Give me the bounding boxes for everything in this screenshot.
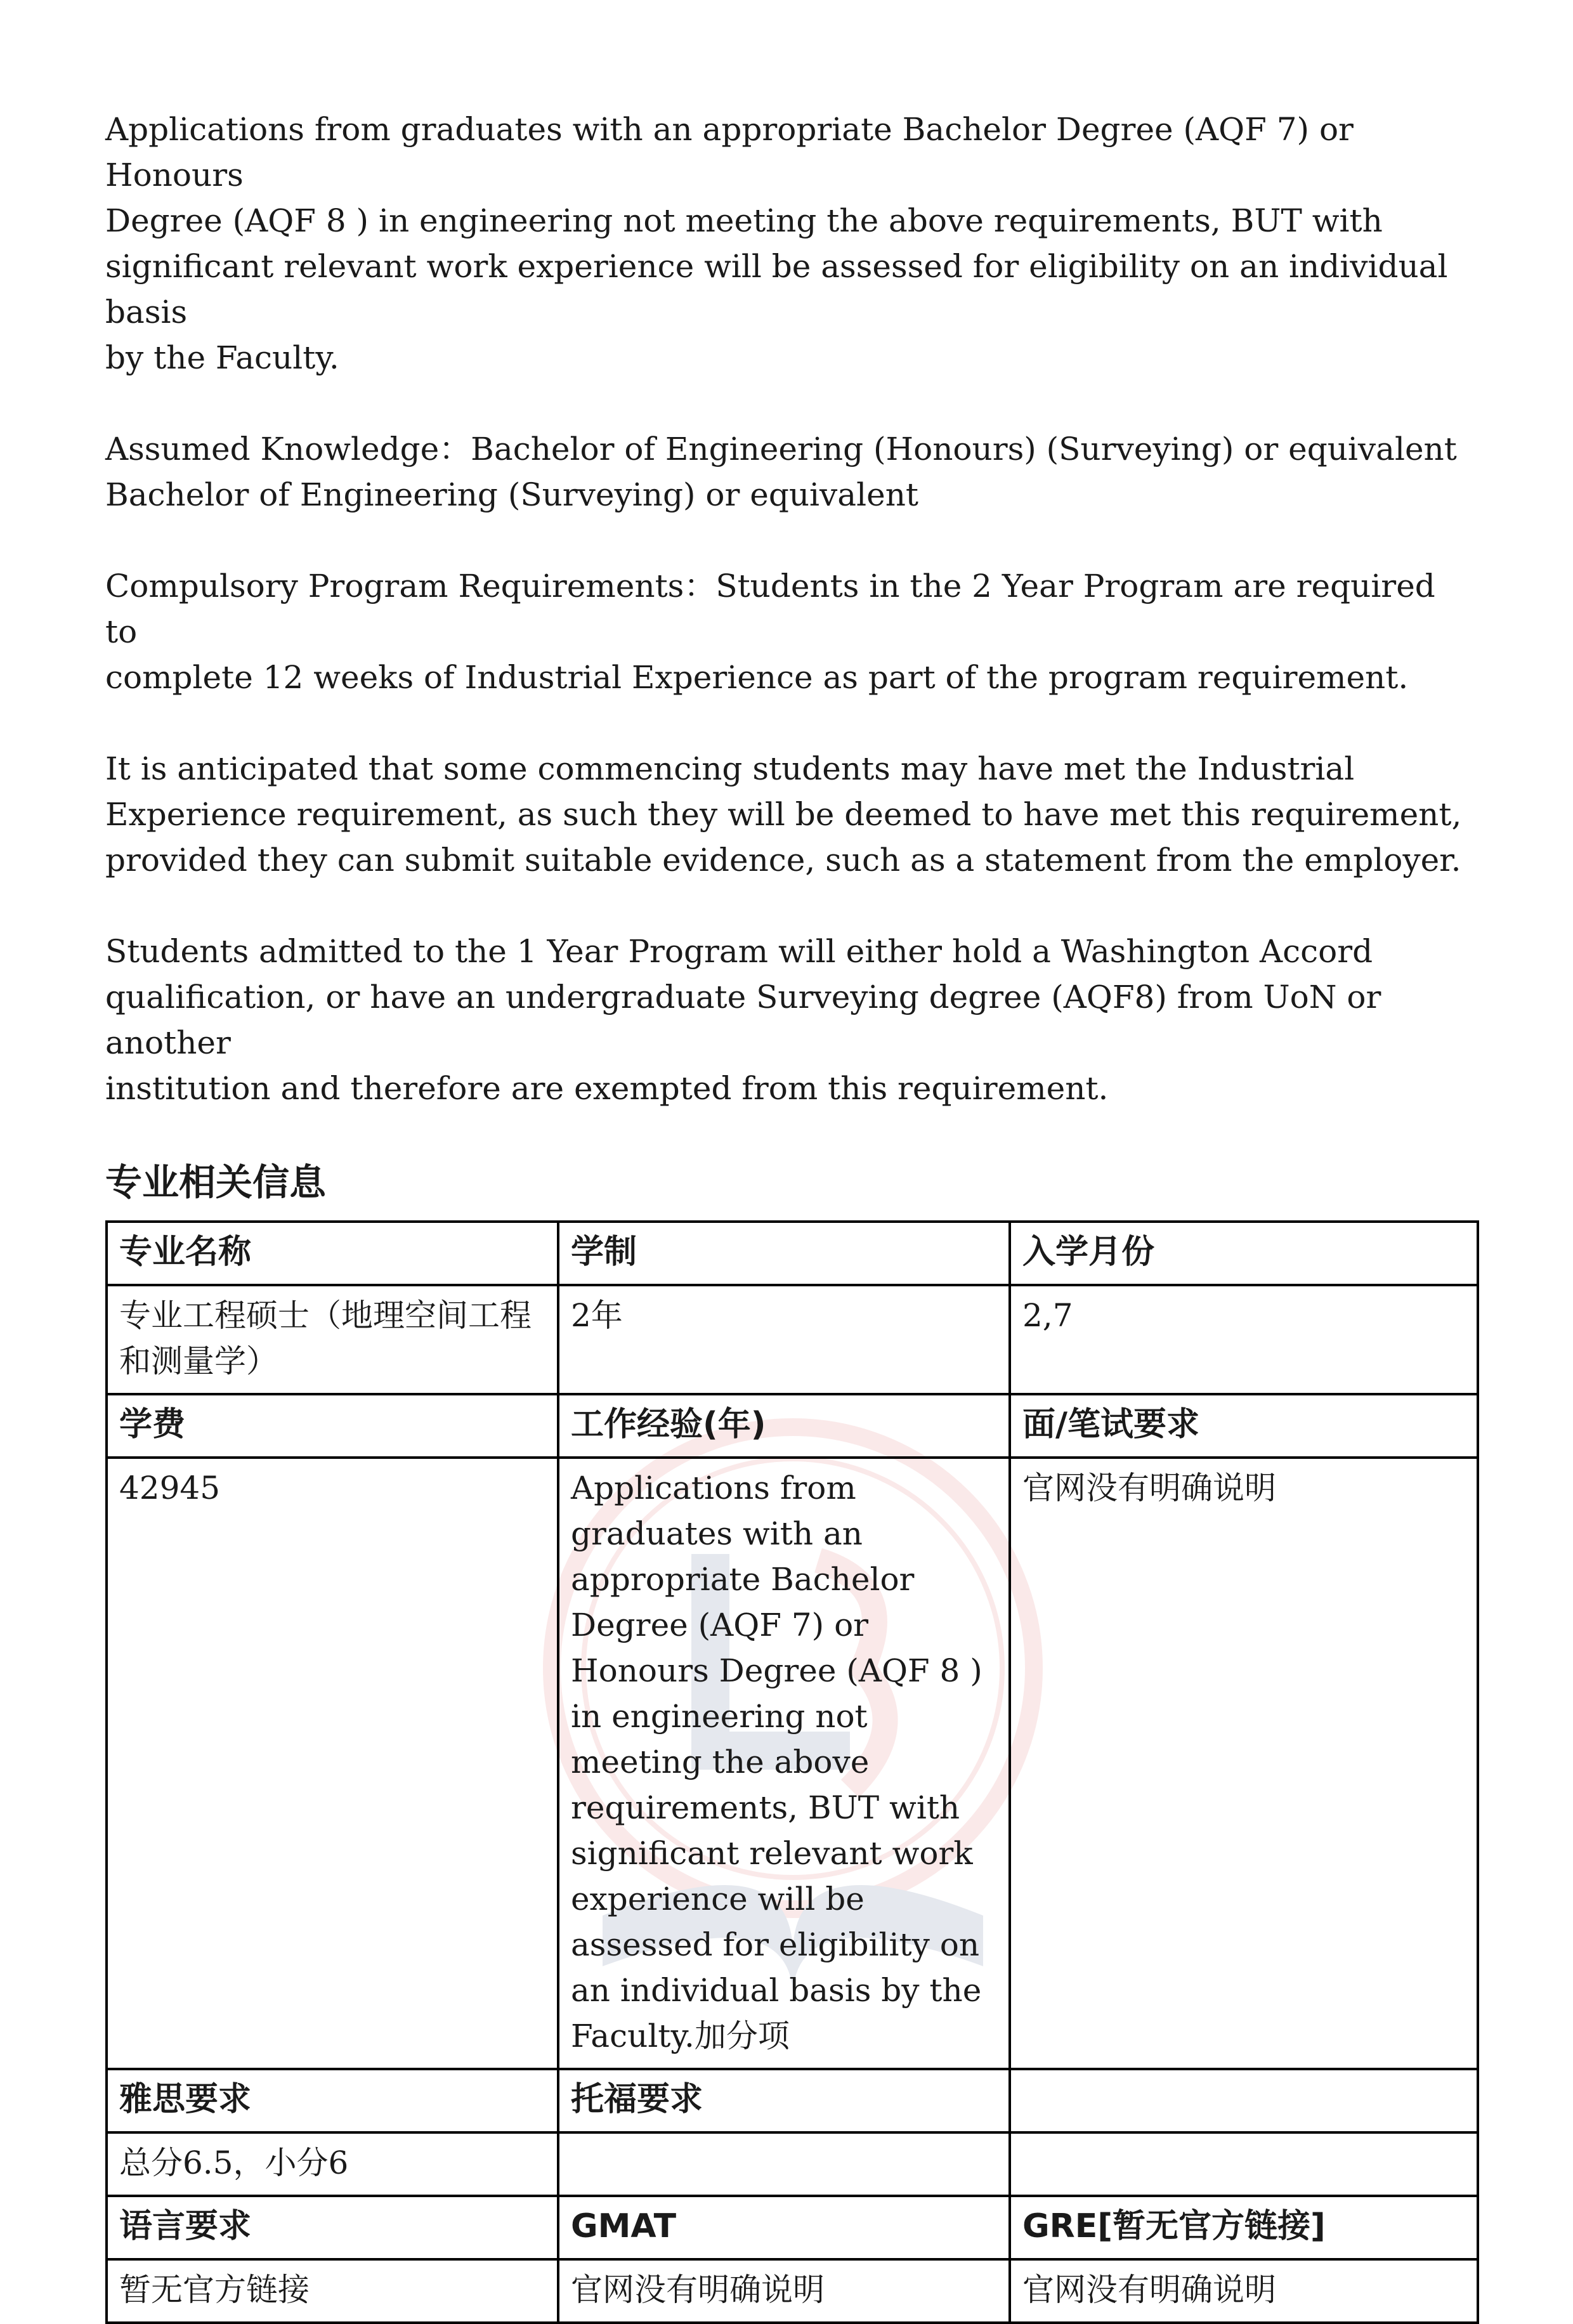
- header-interview-requirement: 面/笔试要求: [1010, 1394, 1478, 1458]
- header-empty: [1010, 2069, 1478, 2132]
- header-program-name: 专业名称: [107, 1222, 558, 1285]
- table-header-row: [107, 1222, 1478, 1285]
- table-header-row: [107, 1394, 1478, 1458]
- table-row: [107, 1458, 1478, 2069]
- header-duration: 学制: [558, 1222, 1010, 1285]
- paragraph-work-experience: Applications from graduates with an appropriate Bachelor Degree (AQF 7) or Honours Degree (AQF 8 ) in engineering not meeting the above requirements, BUT with significant relevant work experience will be assessed for eligibility on an individual basis by the Faculty.: [105, 111, 1448, 376]
- table-header-row: [107, 2069, 1478, 2132]
- header-gmat: GMAT: [558, 2196, 1010, 2259]
- header-toefl: 托福要求: [558, 2069, 1010, 2132]
- value-empty: [1010, 2132, 1478, 2196]
- value-gmat: 官网没有明确说明: [558, 2259, 1010, 2323]
- value-language-requirement: 暂无官方链接: [107, 2259, 558, 2323]
- header-tuition: 学费: [107, 1394, 558, 1458]
- paragraph-industrial-experience: It is anticipated that some commencing students may have met the Industrial Experience requirement, as such they will be deemed to have met this requirement, provided they can submit suitable evidence, such as a statement from the employer.: [105, 750, 1462, 878]
- header-ielts: 雅思要求: [107, 2069, 558, 2132]
- value-interview-requirement: 官网没有明确说明: [1010, 1458, 1478, 2069]
- table-row: [107, 1285, 1478, 1394]
- value-tuition: 42945: [107, 1458, 558, 2069]
- value-gre: 官网没有明确说明: [1010, 2259, 1478, 2323]
- value-duration: 2年: [558, 1285, 1010, 1394]
- table-row: [107, 2132, 1478, 2196]
- value-ielts: 总分6.5，小分6: [107, 2132, 558, 2196]
- value-toefl: [558, 2132, 1010, 2196]
- paragraph-one-year-program: Students admitted to the 1 Year Program will either hold a Washington Accord qualification, or have an undergraduate Surveying degree (AQF8) from UoN or another institution and therefore are exempted from this requirement.: [105, 933, 1381, 1107]
- value-work-experience: Applications from graduates with an appropriate Bachelor Degree (AQF 7) or Honours Degree (AQF 8 ) in engineering not meeting the above requirements, BUT with significant relevant work experience will be assessed for eligibility on an individual basis by the Faculty.加分项: [558, 1458, 1010, 2069]
- program-info-table: [105, 1220, 1479, 2324]
- table-row: [107, 2259, 1478, 2323]
- value-intake-month: 2,7: [1010, 1285, 1478, 1394]
- section-title: 专业相关信息: [105, 1161, 327, 1204]
- value-program-name: 专业工程硕士（地理空间工程和测量学）: [107, 1285, 558, 1394]
- paragraph-assumed-knowledge: Assumed Knowledge：Bachelor of Engineering (Honours) (Surveying) or equivalent Bachelor of Engineering (Surveying) or equivalent: [105, 431, 1457, 513]
- document-page: [105, 107, 1475, 2324]
- header-intake-month: 入学月份: [1010, 1222, 1478, 1285]
- paragraph-compulsory-requirements: Compulsory Program Requirements：Students in the 2 Year Program are required to complete 12 weeks of Industrial Experience as part of the program requirement.: [105, 568, 1435, 696]
- header-work-experience: 工作经验(年): [558, 1394, 1010, 1458]
- header-language-requirement: 语言要求: [107, 2196, 558, 2259]
- table-header-row: [107, 2196, 1478, 2259]
- header-gre: GRE[暂无官方链接]: [1010, 2196, 1478, 2259]
